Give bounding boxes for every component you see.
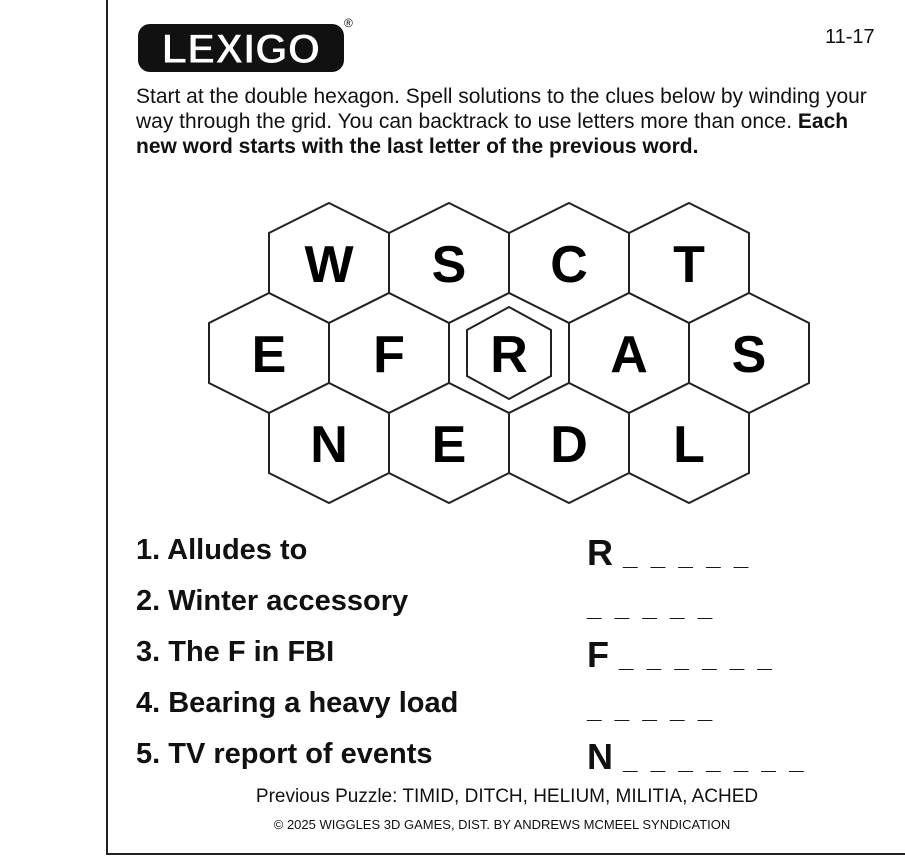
clue-4: 4. Bearing a heavy load <box>136 687 459 719</box>
previous-puzzle: Previous Puzzle: TIMID, DITCH, HELIUM, MILITIA, ACHED <box>255 786 759 807</box>
hex-letter: A <box>610 326 648 384</box>
answer-blanks: _ _ _ _ _ <box>587 694 716 724</box>
copyright: © 2025 WIGGLES 3D GAMES, DIST. BY ANDREWS MCMEEL SYNDICATION <box>273 817 731 832</box>
answer-3[interactable] <box>587 634 775 676</box>
hex-letter: S <box>731 326 767 384</box>
clue-5: 5. TV report of events <box>136 738 433 770</box>
hex-letter: E <box>431 416 467 474</box>
hex-letter: D <box>550 416 588 474</box>
answer-start-letter: R <box>587 532 613 573</box>
lexigo-logo <box>136 20 346 76</box>
hex-letter-start: R <box>490 326 528 384</box>
hex-grid <box>200 195 820 520</box>
clue-1: 1. Alludes to <box>136 534 308 566</box>
hex-letter: T <box>673 236 705 294</box>
answer-blanks: _ _ _ _ _ <box>623 541 752 571</box>
instructions-bold-text: Each new word starts with the last letter of the previous word. <box>136 110 849 158</box>
registered-mark: ® <box>344 16 353 30</box>
answer-4[interactable] <box>587 685 715 727</box>
hex-letter: F <box>373 326 405 384</box>
answer-blanks: _ _ _ _ _ <box>587 592 716 622</box>
answer-blanks: _ _ _ _ _ _ <box>619 643 775 673</box>
hex-letter: S <box>431 236 467 294</box>
hex-letter: W <box>304 236 354 294</box>
answer-start-letter: F <box>587 634 609 675</box>
clue-3: 3. The F in FBI <box>136 636 335 668</box>
clue-2: 2. Winter accessory <box>136 585 409 617</box>
puzzle-date: 11-17 <box>825 26 875 48</box>
hex-letter: L <box>673 416 705 474</box>
answer-2[interactable] <box>587 583 715 625</box>
instructions <box>136 84 876 159</box>
hex-letter: N <box>310 416 348 474</box>
hex-letter: C <box>550 236 588 294</box>
hex-letter: E <box>251 326 287 384</box>
answer-5[interactable] <box>587 736 807 778</box>
instructions-text: Start at the double hexagon. Spell solutions to the clues below by winding your way through the grid. You can backtrack to use letters more than once. <box>136 85 867 133</box>
answer-1[interactable] <box>587 532 751 574</box>
answer-start-letter: N <box>587 736 613 777</box>
logo-text: LEXIGO <box>161 25 321 72</box>
answer-blanks: _ _ _ _ _ _ _ <box>623 745 807 775</box>
